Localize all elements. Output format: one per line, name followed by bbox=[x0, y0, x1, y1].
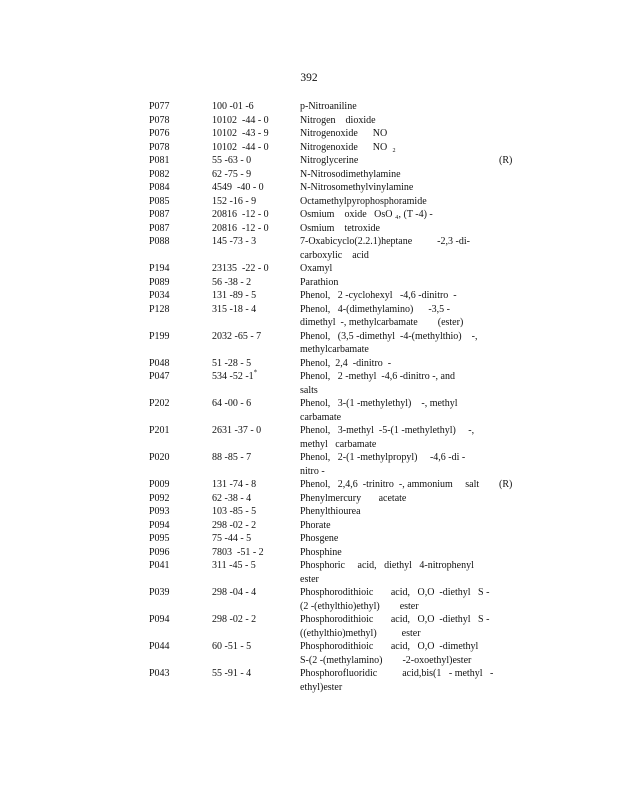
table-row bbox=[0, 141, 618, 155]
substance-name-line: Phenol, 2,4 -dinitro - bbox=[300, 357, 392, 369]
table-row bbox=[0, 519, 618, 533]
table-row bbox=[0, 289, 618, 303]
substance-name-line: Phenol, 2,4,6 -trinitro -, ammonium salt bbox=[300, 479, 480, 490]
waste-code: P081 bbox=[149, 155, 170, 166]
cas-number bbox=[212, 546, 264, 560]
cas-number-text: 10102 -44 - 0 bbox=[212, 114, 269, 126]
table-row bbox=[0, 370, 618, 397]
substance-name bbox=[300, 532, 500, 546]
waste-code: P088 bbox=[149, 236, 170, 247]
table-row bbox=[0, 397, 618, 424]
cas-number-text: 88 -85 - 7 bbox=[212, 452, 252, 463]
substance-name bbox=[300, 505, 500, 519]
substance-name-line: dimethyl -, methylcarbamate (ester) bbox=[300, 317, 464, 328]
cas-number bbox=[212, 303, 256, 317]
substance-name-line: carboxylic acid bbox=[300, 249, 369, 261]
waste-code: P199 bbox=[149, 330, 170, 342]
table-row bbox=[0, 276, 618, 290]
substance-name-line: Phosphorofluoridic acid,bis(1 - methyl - bbox=[300, 668, 494, 679]
cas-number-text: 131 -74 - 8 bbox=[212, 479, 257, 490]
waste-code: P009 bbox=[149, 479, 170, 490]
cas-number bbox=[212, 586, 256, 600]
substance-name-line: salts bbox=[300, 384, 318, 396]
substance-name bbox=[300, 519, 500, 533]
waste-code: P076 bbox=[149, 128, 170, 139]
cas-number bbox=[212, 478, 256, 492]
substance-name bbox=[300, 424, 500, 451]
substance-name-line: nitro - bbox=[300, 465, 325, 477]
waste-code: P202 bbox=[149, 398, 170, 409]
substance-name bbox=[300, 262, 500, 276]
waste-code: P078 bbox=[149, 141, 170, 153]
cas-number bbox=[212, 640, 251, 654]
substance-name-line: (2 -(ethylthio)ethyl) ester bbox=[300, 600, 419, 612]
substance-name-line: p-Nitroaniline bbox=[300, 101, 357, 112]
cas-number-text: 20816 -12 - 0 bbox=[212, 209, 269, 220]
waste-code: P201 bbox=[149, 425, 170, 436]
table-row bbox=[0, 235, 618, 262]
reactivity-note: (R) bbox=[499, 155, 513, 166]
table-row bbox=[0, 168, 618, 182]
cas-number-text: 298 -04 - 4 bbox=[212, 587, 257, 598]
substance-name bbox=[300, 114, 500, 128]
waste-code: P087 bbox=[149, 222, 170, 234]
cas-number-text: 311 -45 - 5 bbox=[212, 560, 256, 571]
table-row bbox=[0, 532, 618, 546]
substance-name bbox=[300, 141, 500, 155]
substance-name bbox=[300, 276, 500, 290]
hazardous-substance-table bbox=[0, 100, 618, 694]
substance-name bbox=[300, 168, 500, 182]
cas-number bbox=[212, 519, 256, 533]
substance-name-line: Osmium oxide OsO ₄, (T -4) - bbox=[300, 209, 433, 220]
substance-name-line: ((ethylthio)methyl) ester bbox=[300, 627, 421, 639]
substance-name-line: Phorate bbox=[300, 519, 331, 531]
substance-name bbox=[300, 586, 500, 613]
cas-number bbox=[212, 330, 261, 344]
cas-number-text: 298 -02 - 2 bbox=[212, 614, 257, 625]
waste-code: P093 bbox=[149, 506, 170, 517]
substance-name-line: Phenol, 3-(1 -methylethyl) -, methyl bbox=[300, 398, 458, 409]
cas-number-text: 62 -38 - 4 bbox=[212, 492, 252, 504]
table-row bbox=[0, 262, 618, 276]
cas-number-text: 55 -63 - 0 bbox=[212, 155, 252, 166]
waste-code: P084 bbox=[149, 182, 170, 193]
waste-code: P094 bbox=[149, 614, 170, 625]
substance-name-line: Phosphorodithioic acid, O,O -diethyl S - bbox=[300, 614, 490, 625]
table-row bbox=[0, 613, 618, 640]
cas-number-text: 55 -91 - 4 bbox=[212, 668, 252, 679]
waste-code: P087 bbox=[149, 209, 170, 220]
substance-name-line: Phenol, 4-(dimethylamino) -3,5 - bbox=[300, 303, 450, 315]
cas-number bbox=[212, 141, 269, 155]
substance-name-line: Nitrogenoxide NO ₂ bbox=[300, 141, 396, 153]
table-row bbox=[0, 127, 618, 141]
waste-code: P077 bbox=[149, 101, 170, 112]
cas-number bbox=[212, 181, 264, 195]
cas-number-text: 315 -18 - 4 bbox=[212, 303, 257, 315]
waste-code: P089 bbox=[149, 276, 170, 288]
table-row bbox=[0, 640, 618, 667]
cas-number-text: 298 -02 - 2 bbox=[212, 519, 257, 531]
table-row bbox=[0, 208, 618, 222]
substance-name bbox=[300, 181, 500, 195]
cas-number-text: 64 -00 - 6 bbox=[212, 398, 252, 409]
substance-name bbox=[300, 492, 500, 506]
table-row bbox=[0, 330, 618, 357]
cas-number-text: 4549 -40 - 0 bbox=[212, 182, 264, 193]
substance-name bbox=[300, 546, 500, 560]
waste-code: P094 bbox=[149, 519, 170, 531]
cas-number bbox=[212, 235, 256, 249]
cas-number bbox=[212, 492, 251, 506]
substance-name bbox=[300, 303, 500, 330]
waste-code: P194 bbox=[149, 263, 170, 274]
substance-name-line: carbamate bbox=[300, 411, 342, 423]
page-number: 392 bbox=[300, 72, 318, 84]
substance-name bbox=[300, 289, 500, 303]
substance-name-line: Nitroglycerine bbox=[300, 155, 359, 166]
substance-name-line: Phosphoric acid, diethyl 4-nitrophenyl bbox=[300, 560, 474, 571]
cas-number-text: 10102 -44 - 0 bbox=[212, 141, 269, 153]
waste-code: P082 bbox=[149, 168, 170, 180]
substance-name-line: S-(2 -(methylamino) -2-oxoethyl)ester bbox=[300, 654, 472, 666]
cas-number-text: 56 -38 - 2 bbox=[212, 276, 252, 288]
cas-number bbox=[212, 559, 256, 573]
table-row bbox=[0, 559, 618, 586]
cas-number-text: 145 -73 - 3 bbox=[212, 236, 257, 247]
cas-number-text: 62 -75 - 9 bbox=[212, 168, 252, 180]
substance-name-line: Nitrogen dioxide bbox=[300, 114, 376, 126]
waste-code: P041 bbox=[149, 560, 170, 571]
cas-number-text: 51 -28 - 5 bbox=[212, 357, 252, 369]
waste-code: P095 bbox=[149, 533, 170, 544]
substance-name-line: Octamethylpyrophosphoramide bbox=[300, 195, 427, 207]
substance-name bbox=[300, 397, 500, 424]
substance-name-line: Phenylmercury acetate bbox=[300, 492, 407, 504]
cas-number-text: 7803 -51 - 2 bbox=[212, 546, 264, 558]
substance-name-line: methyl carbamate bbox=[300, 438, 377, 450]
substance-name-line: Phosphorodithioic acid, O,O -dimethyl bbox=[300, 641, 479, 652]
cas-number bbox=[212, 195, 256, 209]
cas-number-text: 60 -51 - 5 bbox=[212, 641, 252, 652]
cas-number bbox=[212, 208, 269, 222]
table-row bbox=[0, 222, 618, 236]
waste-code: P078 bbox=[149, 114, 170, 126]
substance-name-line: Phenol, 2 -cyclohexyl -4,6 -dinitro - bbox=[300, 290, 457, 301]
substance-name-line: ester bbox=[300, 573, 319, 585]
waste-code: P047 bbox=[149, 371, 170, 382]
waste-code: P020 bbox=[149, 452, 170, 463]
substance-name-line: Phenylthiourea bbox=[300, 506, 361, 517]
substance-name-line: Parathion bbox=[300, 276, 339, 288]
substance-name bbox=[300, 559, 500, 586]
waste-code: P092 bbox=[149, 492, 170, 504]
cas-number-text: 20816 -12 - 0 bbox=[212, 222, 269, 234]
substance-name bbox=[300, 451, 500, 478]
cas-number-text: 10102 -43 - 9 bbox=[212, 128, 269, 139]
substance-name-line: Phosphine bbox=[300, 546, 342, 558]
waste-code: P128 bbox=[149, 303, 170, 315]
cas-number bbox=[212, 397, 251, 411]
substance-name bbox=[300, 195, 500, 209]
table-row bbox=[0, 195, 618, 209]
substance-name-line: Phenol, 2-(1 -methylpropyl) -4,6 -di - bbox=[300, 452, 466, 463]
substance-name bbox=[300, 478, 500, 492]
cas-number bbox=[212, 154, 251, 168]
cas-number bbox=[212, 262, 269, 276]
cas-number-text: 131 -89 - 5 bbox=[212, 290, 257, 301]
table-row bbox=[0, 586, 618, 613]
cas-number-text: 2631 -37 - 0 bbox=[212, 425, 262, 436]
cas-number bbox=[212, 100, 254, 114]
cas-number-text: 23135 -22 - 0 bbox=[212, 263, 269, 274]
cas-number bbox=[212, 222, 269, 236]
table-row bbox=[0, 154, 618, 168]
cas-number bbox=[212, 613, 256, 627]
table-row bbox=[0, 546, 618, 560]
cas-number-text: 103 -85 - 5 bbox=[212, 506, 257, 517]
cas-number bbox=[212, 289, 256, 303]
cas-number bbox=[212, 451, 251, 465]
substance-name bbox=[300, 100, 500, 114]
waste-code: P085 bbox=[149, 195, 170, 207]
substance-name-line: Osmium tetroxide bbox=[300, 222, 380, 234]
substance-name-line: ethyl)ester bbox=[300, 681, 343, 693]
substance-name bbox=[300, 154, 500, 168]
cas-number bbox=[212, 424, 261, 438]
substance-name-line: Phenol, 2 -methyl -4,6 -dinitro -, and bbox=[300, 371, 455, 382]
cas-number-text: 75 -44 - 5 bbox=[212, 533, 252, 544]
cas-number bbox=[212, 370, 257, 384]
substance-name bbox=[300, 235, 500, 262]
substance-name bbox=[300, 370, 500, 397]
cas-number bbox=[212, 505, 256, 519]
substance-name bbox=[300, 640, 500, 667]
waste-code: P048 bbox=[149, 357, 170, 369]
waste-code: P039 bbox=[149, 587, 170, 598]
waste-code: P044 bbox=[149, 641, 170, 652]
cas-number bbox=[212, 667, 251, 681]
waste-code: P043 bbox=[149, 668, 170, 679]
cas-number bbox=[212, 357, 251, 371]
cas-number-text: 100 -01 -6 bbox=[212, 101, 254, 112]
substance-name bbox=[300, 330, 500, 357]
table-row bbox=[0, 667, 618, 694]
substance-name-line: Phosgene bbox=[300, 533, 339, 544]
cas-number-text: 534 -52 -1 bbox=[212, 371, 254, 382]
cas-number bbox=[212, 276, 251, 290]
substance-name bbox=[300, 222, 500, 236]
table-row bbox=[0, 114, 618, 128]
substance-name bbox=[300, 127, 500, 141]
substance-name-line: Phosphorodithioic acid, O,O -diethyl S - bbox=[300, 587, 490, 598]
substance-name-line: methylcarbamate bbox=[300, 344, 369, 355]
table-row bbox=[0, 100, 618, 114]
substance-name-line: Oxamyl bbox=[300, 263, 333, 274]
reactivity-note: (R) bbox=[499, 479, 513, 490]
substance-name-line: N-Nitrosodimethylamine bbox=[300, 168, 401, 180]
table-row bbox=[0, 478, 618, 492]
substance-name-line: N-Nitrosomethylvinylamine bbox=[300, 182, 414, 193]
table-row bbox=[0, 451, 618, 478]
substance-name bbox=[300, 613, 500, 640]
cas-number bbox=[212, 114, 269, 128]
table-row bbox=[0, 424, 618, 451]
cas-number-text: 152 -16 - 9 bbox=[212, 195, 257, 207]
waste-code: P096 bbox=[149, 546, 170, 558]
substance-name-line: Phenol, (3,5 -dimethyl -4-(methylthio) -, bbox=[300, 330, 478, 342]
cas-number-text: 2032 -65 - 7 bbox=[212, 330, 262, 342]
substance-name bbox=[300, 357, 500, 371]
substance-name-line: 7-Oxabicyclo(2.2.1)heptane -2,3 -di- bbox=[300, 236, 470, 247]
substance-name bbox=[300, 667, 500, 694]
cas-number bbox=[212, 127, 269, 141]
substance-name-line: Phenol, 3-methyl -5-(1 -methylethyl) -, bbox=[300, 425, 475, 436]
table-row bbox=[0, 505, 618, 519]
waste-code: P034 bbox=[149, 290, 170, 301]
cas-footnote-mark: * bbox=[253, 368, 258, 377]
cas-number bbox=[212, 168, 251, 182]
substance-name-line: Nitrogenoxide NO bbox=[300, 128, 388, 139]
table-row bbox=[0, 303, 618, 330]
table-row bbox=[0, 357, 618, 371]
cas-number bbox=[212, 532, 251, 546]
table-row bbox=[0, 181, 618, 195]
table-row bbox=[0, 492, 618, 506]
substance-name bbox=[300, 208, 500, 222]
